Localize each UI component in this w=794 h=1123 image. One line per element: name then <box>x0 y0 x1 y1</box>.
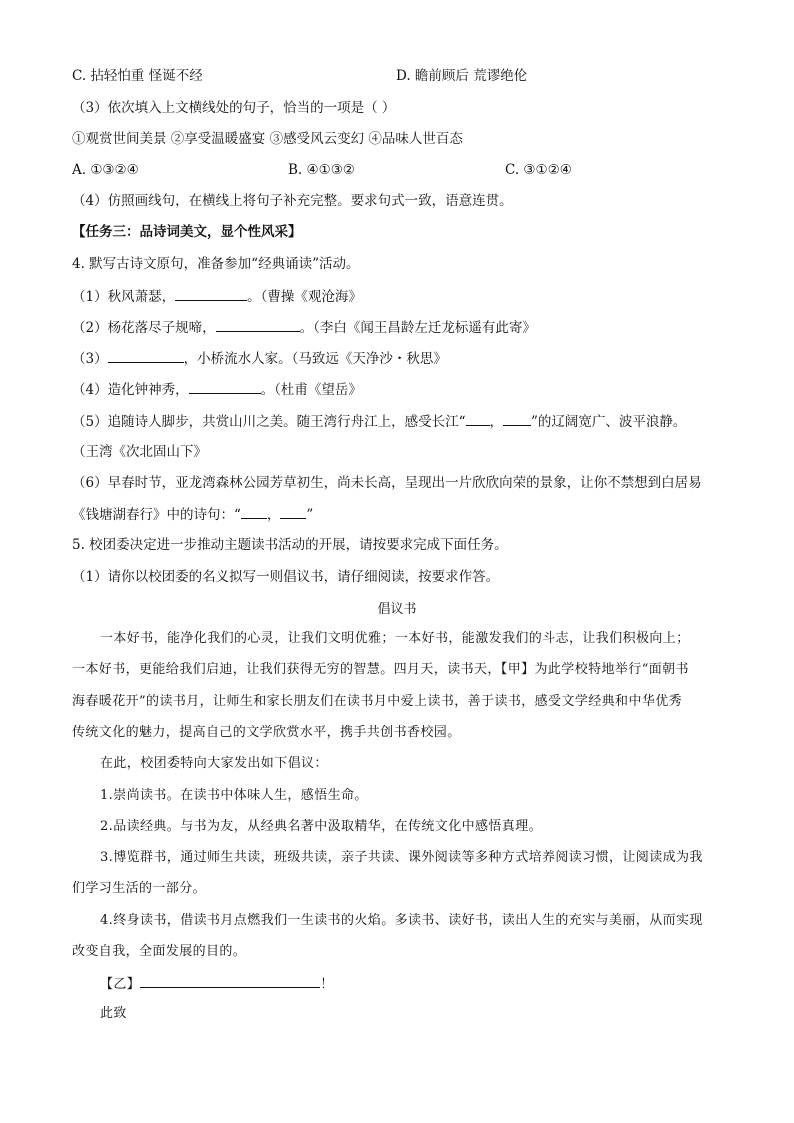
letter-item-3-line1: 3.博览群书，通过师生共读，班级共读，亲子共读、课外阅读等多种方式培养阅读习惯，让阅读成为我 <box>100 850 703 865</box>
yi-end: ！ <box>320 977 334 992</box>
section-title: 【任务三：品诗词美文，显个性风采】 <box>72 224 302 240</box>
poem-3-prefix: （3） <box>72 351 108 367</box>
answer-blank[interactable] <box>108 348 184 363</box>
answer-blank[interactable] <box>503 411 531 426</box>
answer-blank[interactable] <box>216 317 300 332</box>
question-5-sub-1: （1）请你以校团委的名义拟写一则倡议书，请仔细阅读，按要求作答。 <box>72 569 500 585</box>
letter-para1-line4: 传统文化的魅力，提高自己的文学欣赏水平，携手共创书香校园。 <box>72 725 461 740</box>
poem-4-suffix: 。（杜甫《望岳》 <box>260 382 362 398</box>
answer-blank[interactable] <box>189 379 261 394</box>
letter-item-4-line1: 4.终身读书，借读书月点燃我们一生读书的火焰。多读书、读好书，读出人生的充实与美丽，从而实现 <box>100 913 703 928</box>
poem-1-prefix: （1）秋风萧瑟， <box>72 289 176 305</box>
letter-item-1: 1.崇尚读书。在读书中体味人生，感悟生命。 <box>100 788 368 803</box>
poem-line-4 <box>72 379 362 400</box>
poem-2-prefix: （2）杨花落尽子规啼， <box>72 320 216 336</box>
letter-item-3-line2: 们学习生活的一部分。 <box>72 881 207 896</box>
poem-2-suffix: 。（李白《闻王昌龄左迁龙标遥有此寄》 <box>299 320 536 336</box>
q3-option-b: B. ④①③② <box>288 162 355 178</box>
poem-line-5 <box>72 411 686 432</box>
answer-blank[interactable] <box>280 504 306 519</box>
letter-para1-line1: 一本好书，能净化我们的心灵，让我们文明优雅；一本好书，能激发我们的斗志，让我们积极向上； <box>100 631 690 646</box>
question-5: 5. 校团委决定进一步推动主题读书活动的开展，请按要求完成下面任务。 <box>72 537 508 553</box>
letter-para1-line3: 海春暖花开”的读书月，让师生和家长朋友们在读书月中爱上读书，善于读书，感受文学经典和中华优秀 <box>72 694 683 709</box>
answer-blank[interactable] <box>175 286 247 301</box>
q2-option-c: C. 拈轻怕重 怪诞不经 <box>72 68 203 84</box>
letter-item-4-line2: 改变自我，全面发展的目的。 <box>72 944 247 959</box>
letter-item-2: 2.品读经典。与书为友，从经典名著中汲取精华，在传统文化中感悟真理。 <box>100 819 543 834</box>
q3-items: ①观赏世间美景 ②享受温暖盛宴 ③感受风云变幻 ④品味人世百态 <box>72 131 463 147</box>
poem-line-6-cont <box>72 504 313 525</box>
poem-line-6: （6）早春时节，亚龙湾森林公园芳草初生，尚未长高，呈现出一片欣欣向荣的景象，让你不禁想到白居易 <box>72 475 702 491</box>
q2-option-d: D. 瞻前顾后 荒谬绝伦 <box>396 68 528 84</box>
poem-line-2 <box>72 317 536 338</box>
poem-6-text-a: 《钱塘湖春行》中的诗句：“ <box>72 507 241 523</box>
poem-4-prefix: （4）造化钟神秀， <box>72 382 189 398</box>
poem-line-3 <box>72 348 447 369</box>
poem-5-text-a: （5）追随诗人脚步，共赏山川之美。随王湾行舟江上，感受长江“ <box>72 414 466 430</box>
poem-line-5-source: （王湾《次北固山下》 <box>72 444 207 460</box>
q3-prompt: （3）依次填入上文横线处的句子，恰当的一项是（ ） <box>72 100 396 116</box>
q3-option-c: C. ③①②④ <box>505 162 572 178</box>
letter-para1-line2: 一本好书，更能给我们启迪，让我们获得无穷的智慧。四月天，读书天，【甲】为此学校特地举行“面朝书 <box>72 662 689 677</box>
answer-blank[interactable] <box>466 411 490 426</box>
answer-blank[interactable] <box>241 504 267 519</box>
poem-6-text-c: ” <box>306 507 314 523</box>
q4-subquestion: （4）仿照画线句，在横线上将句子补充完整。要求句式一致，语意连贯。 <box>72 193 513 209</box>
poem-1-suffix: 。（曹操《观沧海》 <box>247 289 362 305</box>
question-4: 4. 默写古诗文原句，准备参加“经典诵读”活动。 <box>72 256 360 272</box>
letter-title: 倡议书 <box>377 602 417 617</box>
letter-para2: 在此，校团委特向大家发出如下倡议： <box>100 756 328 771</box>
q3-option-a: A. ①③②④ <box>72 162 139 178</box>
poem-3-suffix: ，小桥流水人家。（马致远《天净沙・秋思》 <box>183 351 447 367</box>
letter-yi-line <box>100 973 334 995</box>
poem-line-1 <box>72 286 362 307</box>
poem-5-text-c: ”的辽阔宽广、波平浪静。 <box>531 414 687 430</box>
answer-blank[interactable] <box>140 973 320 988</box>
poem-6-comma: ， <box>266 507 281 523</box>
poem-5-comma: ， <box>489 414 503 430</box>
yi-label: 【乙】 <box>100 977 141 992</box>
letter-closing: 此致 <box>100 1006 127 1021</box>
